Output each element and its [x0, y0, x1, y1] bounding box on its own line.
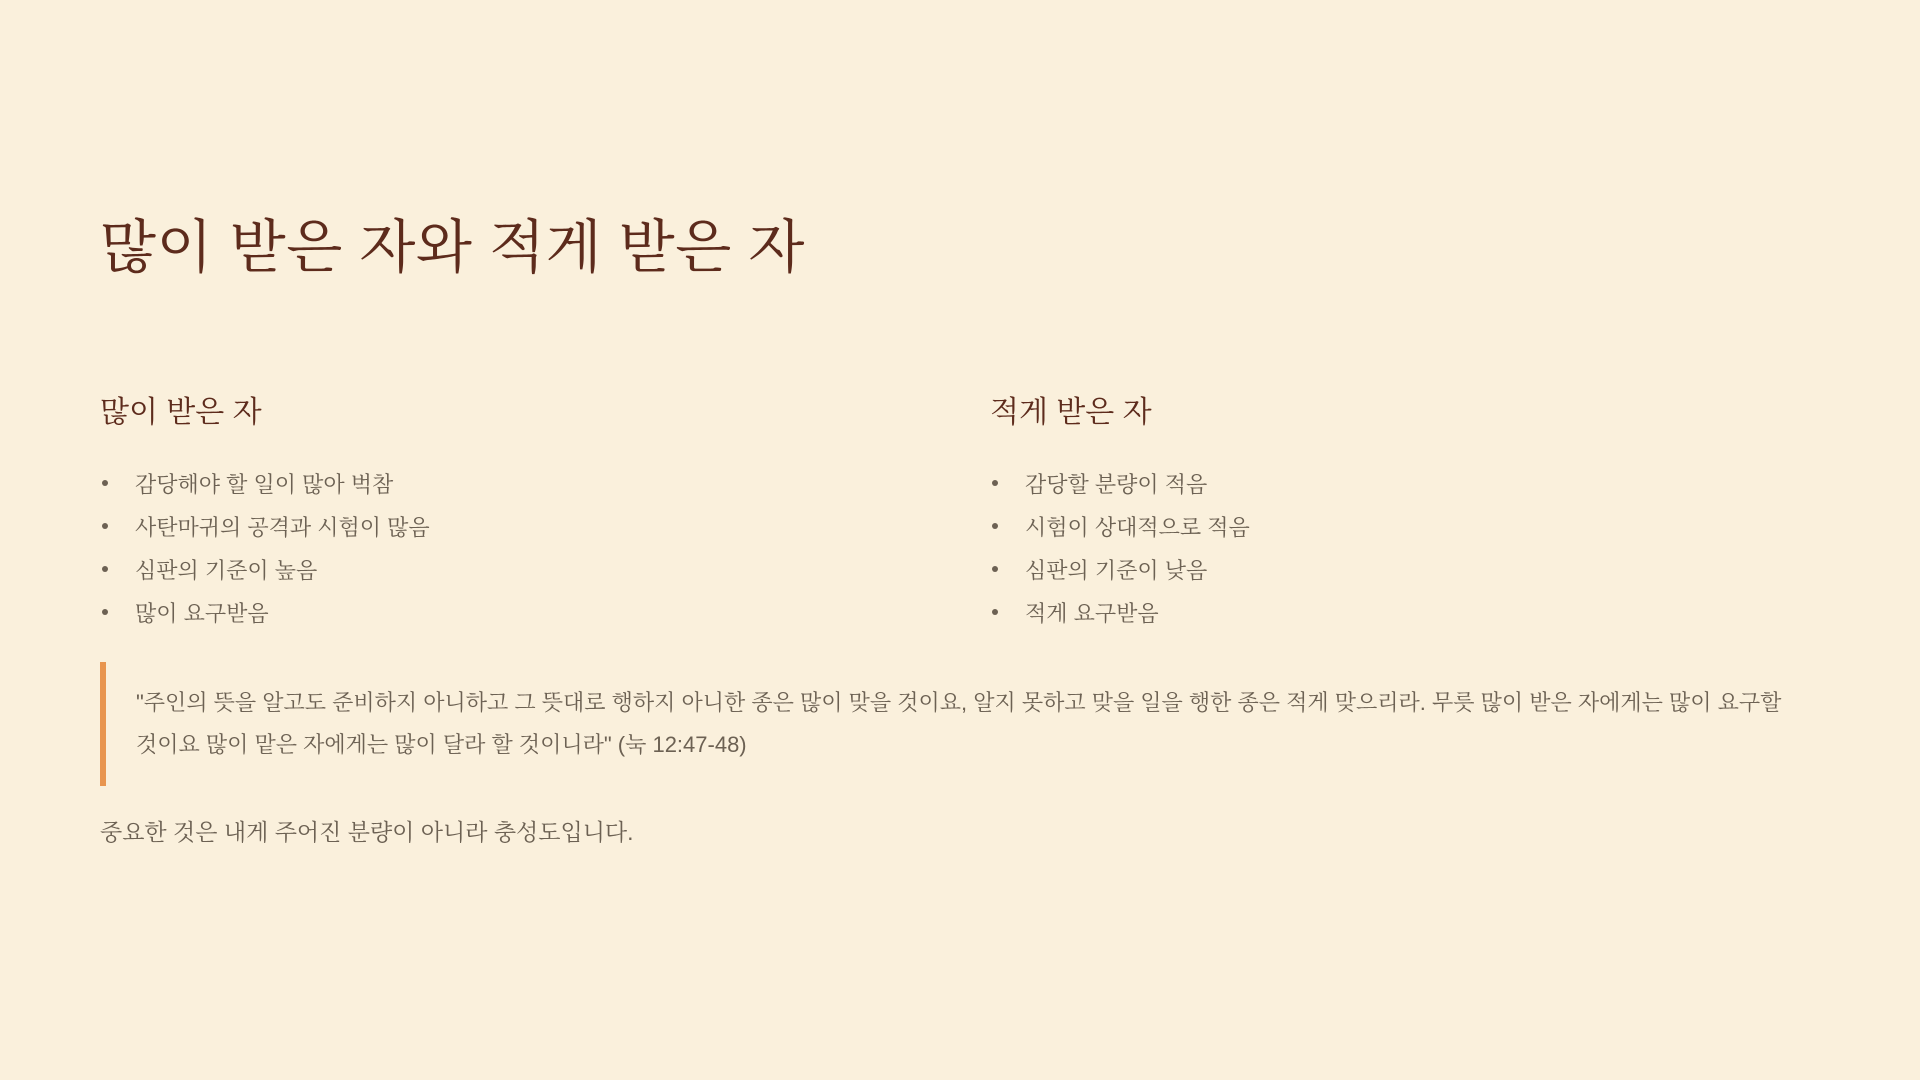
- list-item: [990, 591, 1824, 634]
- list-item-text: 감당할 분량이 적음: [1025, 471, 1208, 497]
- bullet-icon: [102, 480, 108, 486]
- bullet-icon: [102, 566, 108, 572]
- list-item-text: 심판의 기준이 높음: [135, 557, 318, 583]
- column-little-received: [990, 393, 1824, 634]
- list-item: [990, 462, 1824, 505]
- list-item-text: 사탄마귀의 공격과 시험이 많음: [135, 514, 430, 540]
- list-item: [100, 591, 934, 634]
- scripture-quote-text: [136, 682, 1800, 766]
- list-item-text: 시험이 상대적으로 적음: [1025, 514, 1250, 540]
- bullet-icon: [992, 609, 998, 615]
- list-item: [990, 548, 1824, 591]
- scripture-quote: [100, 662, 1800, 786]
- list-item: [990, 505, 1824, 548]
- column-many-received: [100, 393, 934, 634]
- bullet-icon: [102, 523, 108, 529]
- bullet-icon: [992, 480, 998, 486]
- list-item-text: 많이 요구받음: [135, 600, 269, 626]
- bullet-icon: [992, 566, 998, 572]
- bullet-list-little: [990, 462, 1824, 634]
- column-heading-little: 적게 받은 자: [990, 395, 1152, 429]
- list-item-text: 적게 요구받음: [1025, 600, 1159, 626]
- list-item: [100, 548, 934, 591]
- comparison-columns: [100, 393, 1824, 634]
- column-heading-many: 많이 받은 자: [100, 395, 262, 429]
- quote-reference: (눅 12:47-48): [617, 731, 747, 757]
- list-item-text: 감당해야 할 일이 많아 벅참: [135, 471, 394, 497]
- bullet-icon: [992, 523, 998, 529]
- quote-text: "주인의 뜻을 알고도 준비하지 아니하고 그 뜻대로 행하지 아니한 종은 많이 맞을 것이요, 알지 못하고 맞을 일을 행한 종은 적게 맞으리라. 무릇 많이 받은 자에게는 많이 요구할 것이요 많이 맡은 자에게는 많이 달라 할 것이니라": [136, 689, 1782, 757]
- conclusion-text: 중요한 것은 내게 주어진 분량이 아니라 충성도입니다.: [100, 818, 634, 845]
- page-title: 많이 받은 자와 적게 받은 자: [100, 215, 805, 280]
- list-item: [100, 505, 934, 548]
- list-item: [100, 462, 934, 505]
- list-item-text: 심판의 기준이 낮음: [1025, 557, 1208, 583]
- bullet-icon: [102, 609, 108, 615]
- bullet-list-many: [100, 462, 934, 634]
